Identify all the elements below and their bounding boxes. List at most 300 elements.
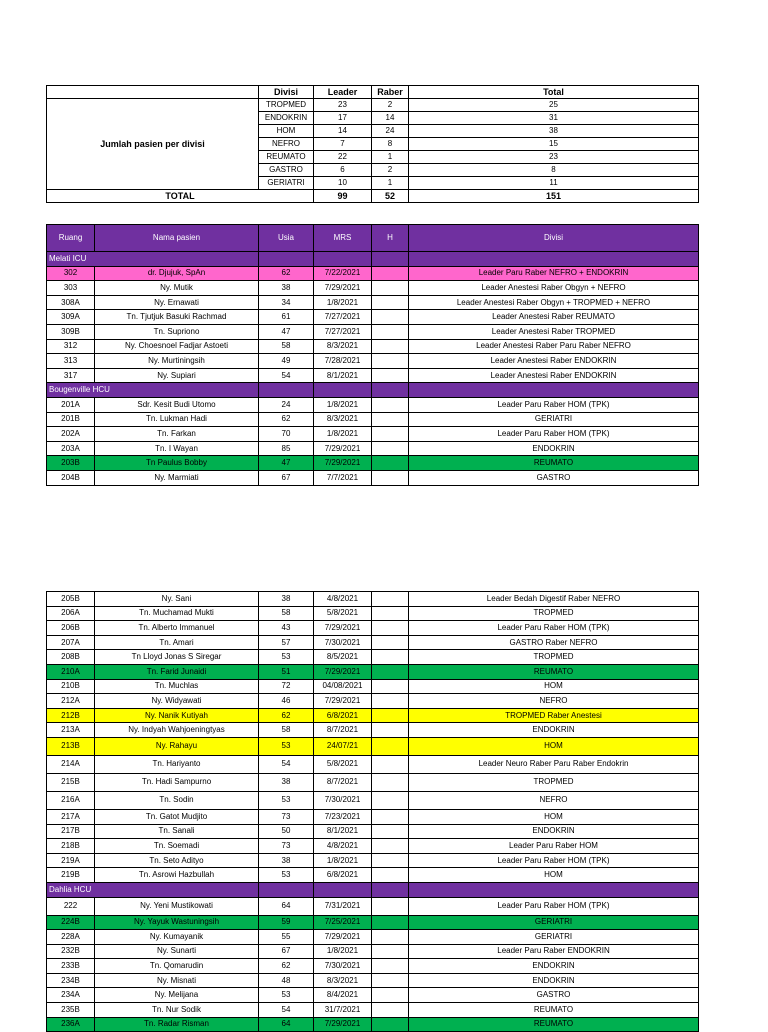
- patient-mrs: 5/8/2021: [314, 755, 372, 773]
- patient-usia: 54: [259, 368, 314, 383]
- patient-ruang: 232B: [47, 944, 95, 959]
- patient-ruang: 217B: [47, 824, 95, 839]
- patient-mrs: 8/5/2021: [314, 650, 372, 665]
- patient-row: [47, 412, 699, 427]
- summary-total: 25: [409, 99, 699, 112]
- patient-divisi: Leader Anestesi Raber Obgyn + TROPMED + NEFRO: [409, 295, 699, 310]
- patient-h: [372, 737, 409, 755]
- patient-ruang: 228A: [47, 930, 95, 945]
- patient-row: [47, 1003, 699, 1018]
- patient-ruang: 206B: [47, 621, 95, 636]
- patient-divisi: Leader Paru Raber HOM (TPK): [409, 621, 699, 636]
- patient-row: [47, 621, 699, 636]
- patient-row: [47, 679, 699, 694]
- patient-mrs: 31/7/2021: [314, 1003, 372, 1018]
- patient-mrs: 7/28/2021: [314, 354, 372, 369]
- summary-raber: 1: [372, 151, 409, 164]
- patient-h: [372, 456, 409, 471]
- patient-h: [372, 708, 409, 723]
- patient-nama: Tn Lloyd Jonas S Siregar: [95, 650, 259, 665]
- patient-usia: 57: [259, 635, 314, 650]
- patient-mrs: 7/29/2021: [314, 664, 372, 679]
- patient-row: [47, 930, 699, 945]
- patient-usia: 53: [259, 650, 314, 665]
- patient-ruang: 203B: [47, 456, 95, 471]
- summary-total: 31: [409, 112, 699, 125]
- patient-mrs: 8/1/2021: [314, 824, 372, 839]
- patient-h: [372, 944, 409, 959]
- patient-h: [372, 310, 409, 325]
- patient-divisi: ENDOKRIN: [409, 723, 699, 738]
- patient-nama: Ny. Nanik Kutiyah: [95, 708, 259, 723]
- patient-h: [372, 295, 409, 310]
- patient-mrs: 8/3/2021: [314, 412, 372, 427]
- patient-divisi: Leader Paru Raber NEFRO + ENDOKRIN: [409, 266, 699, 281]
- patient-row: [47, 773, 699, 791]
- patient-usia: 62: [259, 959, 314, 974]
- patient-divisi: Leader Anestesi Raber TROPMED: [409, 324, 699, 339]
- summary-total-leader: 99: [314, 190, 372, 203]
- patient-mrs: 5/8/2021: [314, 606, 372, 621]
- summary-leader: 22: [314, 151, 372, 164]
- patient-nama: Tn. Supriono: [95, 324, 259, 339]
- patient-ruang: 201A: [47, 397, 95, 412]
- patient-header-usia: Usia: [259, 225, 314, 252]
- patient-usia: 62: [259, 708, 314, 723]
- patient-h: [372, 441, 409, 456]
- patient-nama: Tn. Radar Risman: [95, 1017, 259, 1032]
- patient-h: [372, 412, 409, 427]
- patient-h: [372, 679, 409, 694]
- patient-mrs: 7/29/2021: [314, 694, 372, 709]
- summary-total-label: TOTAL: [47, 190, 314, 203]
- patient-mrs: 7/22/2021: [314, 266, 372, 281]
- patient-nama: Tn. Seto Adityo: [95, 853, 259, 868]
- summary-total: 23: [409, 151, 699, 164]
- summary-raber: 2: [372, 99, 409, 112]
- patient-ruang: 233B: [47, 959, 95, 974]
- summary-divisi: ENDOKRIN: [259, 112, 314, 125]
- patient-h: [372, 592, 409, 607]
- patient-row: [47, 853, 699, 868]
- patient-mrs: 8/3/2021: [314, 339, 372, 354]
- summary-raber: 2: [372, 164, 409, 177]
- patient-usia: 50: [259, 824, 314, 839]
- patient-row: [47, 839, 699, 854]
- patient-ruang: 313: [47, 354, 95, 369]
- patient-ruang: 236A: [47, 1017, 95, 1032]
- patient-usia: 53: [259, 791, 314, 809]
- patient-ruang: 222: [47, 897, 95, 915]
- patient-usia: 85: [259, 441, 314, 456]
- patient-row: [47, 723, 699, 738]
- patient-h: [372, 988, 409, 1003]
- patient-ruang: 317: [47, 368, 95, 383]
- patient-h: [372, 694, 409, 709]
- patient-nama: Tn. Hariyanto: [95, 755, 259, 773]
- patient-h: [372, 324, 409, 339]
- ward-section-label: Melati ICU: [47, 252, 259, 267]
- patient-nama: Tn. Muchlas: [95, 679, 259, 694]
- patient-h: [372, 397, 409, 412]
- patient-h: [372, 368, 409, 383]
- patient-h: [372, 973, 409, 988]
- patient-nama: Ny. Yeni Mustikowati: [95, 897, 259, 915]
- summary-leader: 23: [314, 99, 372, 112]
- patient-divisi: ENDOKRIN: [409, 441, 699, 456]
- summary-total-total: 151: [409, 190, 699, 203]
- patient-nama: Ny. Kumayanik: [95, 930, 259, 945]
- patient-usia: 58: [259, 606, 314, 621]
- ward-section-blank: [314, 252, 372, 267]
- ward-section-label: Bougenville HCU: [47, 383, 259, 398]
- patient-mrs: 7/31/2021: [314, 897, 372, 915]
- patient-nama: Ny. Misnati: [95, 973, 259, 988]
- patient-h: [372, 339, 409, 354]
- patient-divisi: Leader Anestesi Raber REUMATO: [409, 310, 699, 325]
- summary-label: Jumlah pasien per divisi: [47, 99, 259, 190]
- summary-divisi: NEFRO: [259, 138, 314, 151]
- patient-h: [372, 930, 409, 945]
- patient-nama: Ny. Rahayu: [95, 737, 259, 755]
- patient-usia: 58: [259, 723, 314, 738]
- patient-mrs: 8/3/2021: [314, 973, 372, 988]
- patient-usia: 70: [259, 427, 314, 442]
- patient-mrs: 8/7/2021: [314, 773, 372, 791]
- patient-usia: 58: [259, 339, 314, 354]
- patient-mrs: 6/8/2021: [314, 708, 372, 723]
- patient-divisi: NEFRO: [409, 694, 699, 709]
- ward-section-row: [47, 383, 699, 398]
- patient-divisi: Leader Neuro Raber Paru Raber Endokrin: [409, 755, 699, 773]
- summary-divisi: TROPMED: [259, 99, 314, 112]
- patient-mrs: 7/29/2021: [314, 930, 372, 945]
- patient-divisi: Leader Paru Raber HOM (TPK): [409, 853, 699, 868]
- patient-h: [372, 773, 409, 791]
- patient-usia: 61: [259, 310, 314, 325]
- patient-usia: 38: [259, 773, 314, 791]
- patient-mrs: 7/27/2021: [314, 324, 372, 339]
- patient-row: [47, 694, 699, 709]
- patient-row: [47, 281, 699, 296]
- patient-ruang: 204B: [47, 470, 95, 485]
- patient-nama: Ny. Murtiningsih: [95, 354, 259, 369]
- patient-ruang: 212A: [47, 694, 95, 709]
- summary-total: 15: [409, 138, 699, 151]
- patient-usia: 51: [259, 664, 314, 679]
- summary-header-raber: Raber: [372, 86, 409, 99]
- patient-usia: 38: [259, 592, 314, 607]
- patient-mrs: 1/8/2021: [314, 853, 372, 868]
- summary-header-divisi: Divisi: [259, 86, 314, 99]
- patient-ruang: 207A: [47, 635, 95, 650]
- ward-section-label: Dahlia HCU: [47, 882, 259, 897]
- summary-header-blank: [47, 86, 259, 99]
- patient-row: [47, 266, 699, 281]
- patient-ruang: 205B: [47, 592, 95, 607]
- patient-nama: Tn. Gatot Mudjito: [95, 809, 259, 824]
- patient-usia: 47: [259, 456, 314, 471]
- patient-divisi: HOM: [409, 868, 699, 883]
- patient-row: [47, 664, 699, 679]
- patient-ruang: 206A: [47, 606, 95, 621]
- patient-usia: 62: [259, 266, 314, 281]
- patient-row: [47, 915, 699, 930]
- ward-section-blank: [259, 882, 314, 897]
- patient-nama: Tn. Nur Sodik: [95, 1003, 259, 1018]
- patient-nama: Tn. Hadi Sampurno: [95, 773, 259, 791]
- patient-row: [47, 791, 699, 809]
- patient-ruang: 234A: [47, 988, 95, 1003]
- patient-row: [47, 737, 699, 755]
- patient-divisi: ENDOKRIN: [409, 959, 699, 974]
- patient-usia: 73: [259, 839, 314, 854]
- patient-usia: 55: [259, 930, 314, 945]
- patient-nama: Ny. Choesnoel Fadjar Astoeti: [95, 339, 259, 354]
- patient-h: [372, 635, 409, 650]
- summary-header-leader: Leader: [314, 86, 372, 99]
- patient-mrs: 1/8/2021: [314, 397, 372, 412]
- patient-ruang: 217A: [47, 809, 95, 824]
- summary-divisi: REUMATO: [259, 151, 314, 164]
- patient-h: [372, 1017, 409, 1032]
- patient-header-divisi: Divisi: [409, 225, 699, 252]
- patient-ruang: 309B: [47, 324, 95, 339]
- patient-nama: Tn. Farid Junaidi: [95, 664, 259, 679]
- summary-total: 8: [409, 164, 699, 177]
- patient-nama: Ny. Yayuk Wastuningsih: [95, 915, 259, 930]
- patient-mrs: 8/7/2021: [314, 723, 372, 738]
- patient-divisi: HOM: [409, 809, 699, 824]
- ward-section-blank: [372, 383, 409, 398]
- patient-row: [47, 988, 699, 1003]
- patient-row: [47, 868, 699, 883]
- patient-mrs: 24/07/21: [314, 737, 372, 755]
- patient-h: [372, 470, 409, 485]
- patient-row: [47, 635, 699, 650]
- patient-h: [372, 839, 409, 854]
- patient-mrs: 7/30/2021: [314, 959, 372, 974]
- patient-h: [372, 354, 409, 369]
- patient-mrs: 1/8/2021: [314, 944, 372, 959]
- patient-divisi: Leader Bedah Digestif Raber NEFRO: [409, 592, 699, 607]
- patient-mrs: 04/08/2021: [314, 679, 372, 694]
- summary-divisi: GASTRO: [259, 164, 314, 177]
- patient-row: [47, 1017, 699, 1032]
- patient-mrs: 4/8/2021: [314, 592, 372, 607]
- patient-divisi: GASTRO: [409, 470, 699, 485]
- summary-raber: 14: [372, 112, 409, 125]
- patient-mrs: 7/7/2021: [314, 470, 372, 485]
- patient-ruang: 308A: [47, 295, 95, 310]
- summary-leader: 7: [314, 138, 372, 151]
- summary-raber: 24: [372, 125, 409, 138]
- patient-ruang: 214A: [47, 755, 95, 773]
- patient-mrs: 7/29/2021: [314, 456, 372, 471]
- ward-section-row: [47, 252, 699, 267]
- patient-usia: 24: [259, 397, 314, 412]
- patient-nama: Tn. Soemadi: [95, 839, 259, 854]
- patient-usia: 73: [259, 809, 314, 824]
- patient-ruang: 213B: [47, 737, 95, 755]
- patient-divisi: Leader Paru Raber HOM: [409, 839, 699, 854]
- patient-divisi: NEFRO: [409, 791, 699, 809]
- patient-divisi: ENDOKRIN: [409, 824, 699, 839]
- patient-mrs: 7/29/2021: [314, 441, 372, 456]
- patient-row: [47, 295, 699, 310]
- patient-usia: 62: [259, 412, 314, 427]
- patient-row: [47, 339, 699, 354]
- patient-divisi: TROPMED: [409, 606, 699, 621]
- patient-ruang: 203A: [47, 441, 95, 456]
- patient-usia: 54: [259, 755, 314, 773]
- patient-usia: 48: [259, 973, 314, 988]
- patient-usia: 72: [259, 679, 314, 694]
- patient-header-h: H: [372, 225, 409, 252]
- patient-divisi: Leader Anestesi Raber Obgyn + NEFRO: [409, 281, 699, 296]
- summary-divisi: HOM: [259, 125, 314, 138]
- patient-nama: Tn. Alberto Immanuel: [95, 621, 259, 636]
- summary-leader: 10: [314, 177, 372, 190]
- summary-header-total: Total: [409, 86, 699, 99]
- patient-row: [47, 755, 699, 773]
- patient-nama: Tn. Qomarudin: [95, 959, 259, 974]
- patient-ruang: 219A: [47, 853, 95, 868]
- patient-h: [372, 868, 409, 883]
- patient-divisi: Leader Anestesi Raber Paru Raber NEFRO: [409, 339, 699, 354]
- patient-header-ruang: Ruang: [47, 225, 95, 252]
- patient-h: [372, 1003, 409, 1018]
- patient-divisi: Leader Paru Raber HOM (TPK): [409, 427, 699, 442]
- patient-usia: 67: [259, 470, 314, 485]
- patient-mrs: 4/8/2021: [314, 839, 372, 854]
- summary-header-row: [47, 86, 699, 99]
- patient-ruang: 201B: [47, 412, 95, 427]
- patient-nama: Tn. Sodin: [95, 791, 259, 809]
- patient-row: [47, 944, 699, 959]
- patient-nama: Ny. Ernawati: [95, 295, 259, 310]
- patient-header-nama: Nama pasien: [95, 225, 259, 252]
- patient-mrs: 7/30/2021: [314, 635, 372, 650]
- patient-nama: Ny. Mutik: [95, 281, 259, 296]
- patient-divisi: GERIATRI: [409, 915, 699, 930]
- patient-divisi: Leader Paru Raber ENDOKRIN: [409, 944, 699, 959]
- summary-total-row: [47, 190, 699, 203]
- patient-h: [372, 281, 409, 296]
- patient-nama: Ny. Melijana: [95, 988, 259, 1003]
- patient-mrs: 6/8/2021: [314, 868, 372, 883]
- patient-row: [47, 368, 699, 383]
- summary-total: 38: [409, 125, 699, 138]
- patient-ruang: 210B: [47, 679, 95, 694]
- patient-ruang: 224B: [47, 915, 95, 930]
- patient-divisi: HOM: [409, 679, 699, 694]
- summary-row: [47, 99, 699, 112]
- ward-section-blank: [314, 383, 372, 398]
- patient-divisi: REUMATO: [409, 456, 699, 471]
- patient-ruang: 212B: [47, 708, 95, 723]
- patient-table-page-2: [46, 591, 699, 1032]
- patient-usia: 67: [259, 944, 314, 959]
- patient-ruang: 208B: [47, 650, 95, 665]
- patient-row: [47, 310, 699, 325]
- ward-section-blank: [372, 252, 409, 267]
- patient-ruang: 210A: [47, 664, 95, 679]
- patient-divisi: TROPMED Raber Anestesi: [409, 708, 699, 723]
- ward-section-blank: [409, 252, 699, 267]
- patient-nama: Tn. Sanali: [95, 824, 259, 839]
- summary-leader: 14: [314, 125, 372, 138]
- patient-row: [47, 441, 699, 456]
- patient-ruang: 202A: [47, 427, 95, 442]
- patient-h: [372, 824, 409, 839]
- patient-row: [47, 592, 699, 607]
- patient-h: [372, 809, 409, 824]
- patient-ruang: 309A: [47, 310, 95, 325]
- patient-row: [47, 354, 699, 369]
- patient-ruang: 235B: [47, 1003, 95, 1018]
- patient-row: [47, 959, 699, 974]
- patient-mrs: 1/8/2021: [314, 295, 372, 310]
- patient-divisi: TROPMED: [409, 773, 699, 791]
- patient-usia: 47: [259, 324, 314, 339]
- patient-h: [372, 897, 409, 915]
- patient-usia: 53: [259, 988, 314, 1003]
- patient-row: [47, 708, 699, 723]
- patient-nama: Tn. Asrowi Hazbullah: [95, 868, 259, 883]
- patient-table-page-1: [46, 224, 699, 486]
- ward-section-blank: [409, 882, 699, 897]
- patient-row: [47, 973, 699, 988]
- patient-row: [47, 324, 699, 339]
- patient-nama: Tn. Tjutjuk Basuki Rachmad: [95, 310, 259, 325]
- patient-divisi: Leader Paru Raber HOM (TPK): [409, 397, 699, 412]
- patient-usia: 34: [259, 295, 314, 310]
- ward-section-blank: [314, 882, 372, 897]
- patient-ruang: 312: [47, 339, 95, 354]
- patient-h: [372, 853, 409, 868]
- ward-section-blank: [372, 882, 409, 897]
- patient-usia: 49: [259, 354, 314, 369]
- patient-usia: 53: [259, 737, 314, 755]
- patient-usia: 64: [259, 1017, 314, 1032]
- patient-h: [372, 606, 409, 621]
- summary-total: 11: [409, 177, 699, 190]
- patient-divisi: GERIATRI: [409, 930, 699, 945]
- patient-divisi: GERIATRI: [409, 412, 699, 427]
- patient-nama: Ny. Sani: [95, 592, 259, 607]
- patient-divisi: Leader Anestesi Raber ENDOKRIN: [409, 354, 699, 369]
- patient-nama: Ny. Indyah Wahjoeningtyas: [95, 723, 259, 738]
- patient-h: [372, 791, 409, 809]
- patient-h: [372, 621, 409, 636]
- patient-divisi: TROPMED: [409, 650, 699, 665]
- patient-ruang: 219B: [47, 868, 95, 883]
- ward-section-blank: [259, 383, 314, 398]
- patient-mrs: 7/30/2021: [314, 791, 372, 809]
- patient-h: [372, 266, 409, 281]
- patient-divisi: Leader Paru Raber HOM (TPK): [409, 897, 699, 915]
- patient-divisi: REUMATO: [409, 1017, 699, 1032]
- patient-usia: 38: [259, 853, 314, 868]
- summary-total-raber: 52: [372, 190, 409, 203]
- patient-h: [372, 755, 409, 773]
- patient-mrs: 1/8/2021: [314, 427, 372, 442]
- patient-nama: Sdr. Kesit Budi Utomo: [95, 397, 259, 412]
- patient-divisi: Leader Anestesi Raber ENDOKRIN: [409, 368, 699, 383]
- patient-nama: Ny. Sunarti: [95, 944, 259, 959]
- patient-usia: 43: [259, 621, 314, 636]
